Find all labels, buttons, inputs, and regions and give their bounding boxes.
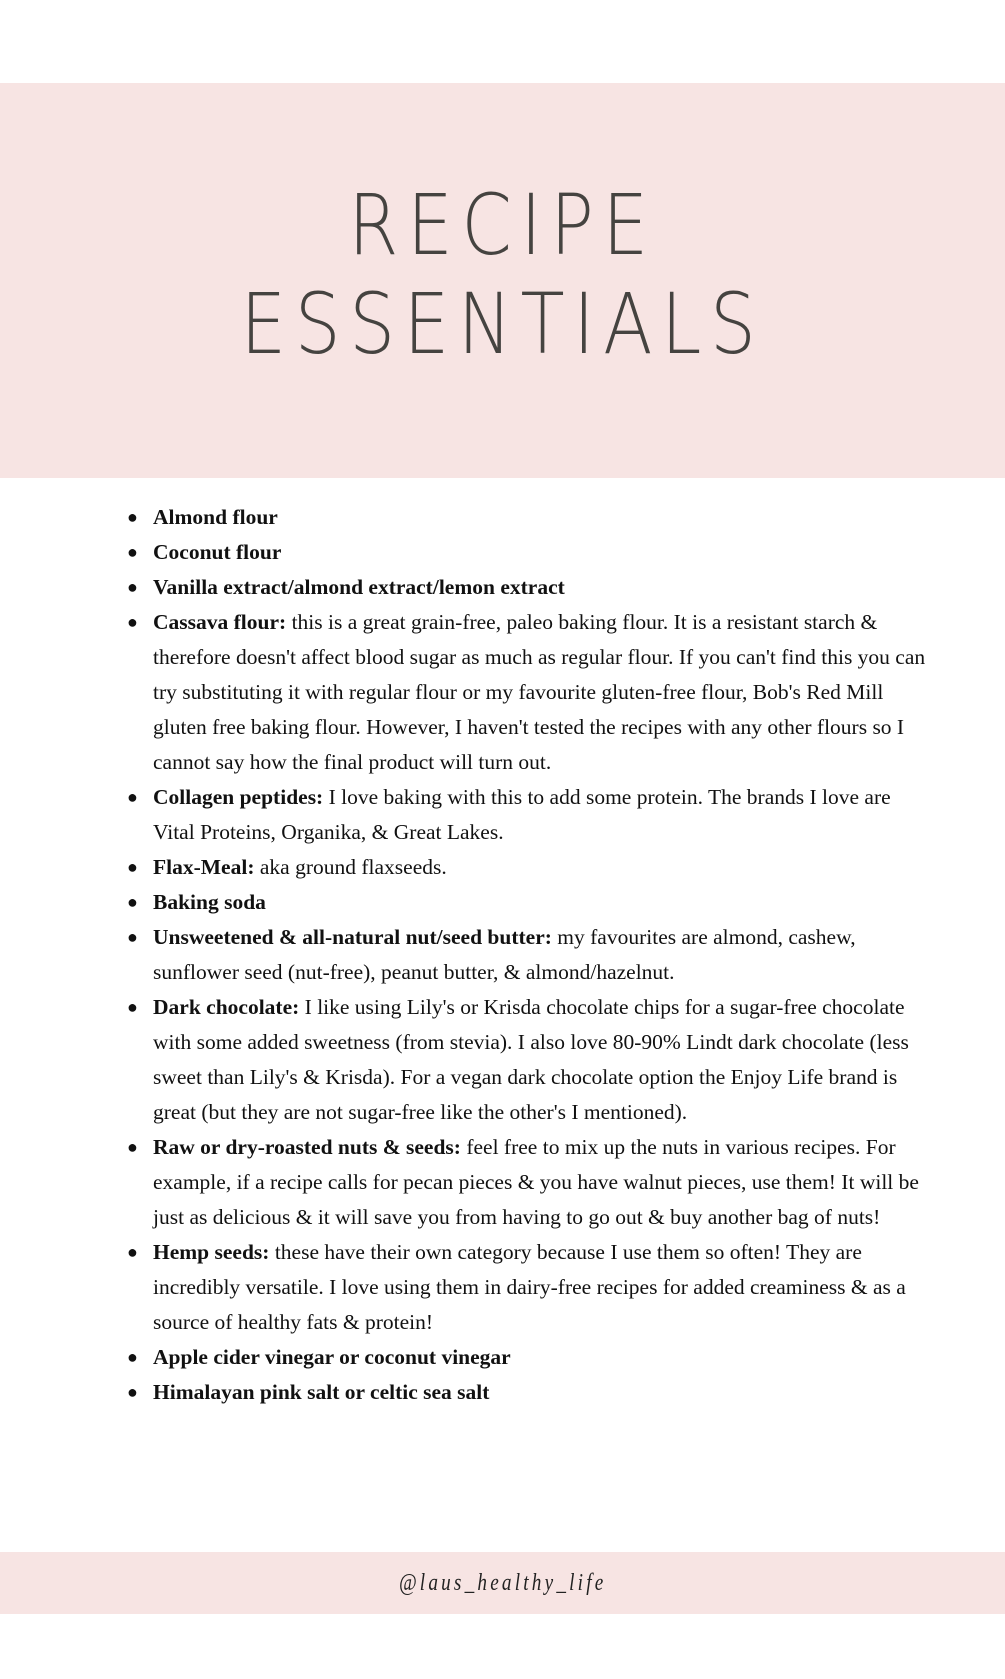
bullet-icon: ● xyxy=(127,612,138,632)
bullet-icon: ● xyxy=(127,892,138,912)
item-description: aka ground flaxseeds. xyxy=(254,855,447,879)
item-term: Almond flour xyxy=(153,505,278,529)
list-item xyxy=(127,500,928,535)
item-term: Coconut flour xyxy=(153,540,282,564)
bullet-icon: ● xyxy=(127,1382,138,1402)
bullet-icon: ● xyxy=(127,787,138,807)
bullet-icon: ● xyxy=(127,1137,138,1157)
item-description: my favourites are almond, cashew, sunflower seed (nut-free), peanut butter, & almond/hazelnut. xyxy=(153,925,856,984)
list-item xyxy=(127,885,928,920)
header-banner xyxy=(0,83,1005,478)
item-term: Himalayan pink salt or celtic sea salt xyxy=(153,1380,490,1404)
bullet-icon: ● xyxy=(127,927,138,947)
list-item xyxy=(127,1130,928,1235)
list-item xyxy=(127,850,928,885)
item-term: Cassava flour: xyxy=(153,610,287,634)
social-handle: @laus_healthy_life xyxy=(398,1570,607,1596)
bullet-icon: ● xyxy=(127,1242,138,1262)
bullet-icon: ● xyxy=(127,542,138,562)
essentials-list xyxy=(127,500,928,1410)
item-term: Vanilla extract/almond extract/lemon extract xyxy=(153,575,565,599)
list-item xyxy=(127,605,928,780)
bullet-icon: ● xyxy=(127,1347,138,1367)
list-item xyxy=(127,780,928,850)
item-term: Raw or dry-roasted nuts & seeds: xyxy=(153,1135,461,1159)
bullet-icon: ● xyxy=(127,577,138,597)
item-term: Apple cider vinegar or coconut vinegar xyxy=(153,1345,511,1369)
item-term: Flax-Meal: xyxy=(153,855,255,879)
item-description: this is a great grain-free, paleo baking flour. It is a resistant starch & therefore doesn't affect blood sugar as much as regular flour. If you can't find this you can try substituting it with regular flour or my favourite gluten-free flour, Bob's Red Mill gluten free baking flour. However, I haven't tested the recipes with any other flours so I cannot say how the final product will turn out. xyxy=(153,610,926,774)
item-description: I like using Lily's or Krisda chocolate chips for a sugar-free chocolate with some added sweetness (from stevia). I also love 80-90% Lindt dark chocolate (less sweet than Lily's & Krisda). For a vegan dark chocolate option the Enjoy Life brand is great (but they are not sugar-free like the other's I mentioned). xyxy=(153,995,909,1124)
footer-banner xyxy=(0,1552,1005,1614)
list-item xyxy=(127,990,928,1130)
item-description: feel free to mix up the nuts in various recipes. For example, if a recipe calls for pecan pieces & you have walnut pieces, use them! It will be just as delicious & it will save you from having to go out & buy another bag of nuts! xyxy=(153,1135,919,1229)
item-term: Baking soda xyxy=(153,890,266,914)
item-term: Dark chocolate: xyxy=(153,995,300,1019)
item-term: Hemp seeds: xyxy=(153,1240,270,1264)
bullet-icon: ● xyxy=(127,507,138,527)
list-item xyxy=(127,1340,928,1375)
list-item xyxy=(127,570,928,605)
item-term: Collagen peptides: xyxy=(153,785,324,809)
list-item xyxy=(127,1375,928,1410)
list-item xyxy=(127,1235,928,1340)
list-item xyxy=(127,920,928,990)
item-term: Unsweetened & all-natural nut/seed butter: xyxy=(153,925,552,949)
bullet-icon: ● xyxy=(127,997,138,1017)
item-description: these have their own category because I use them so often! They are incredibly versatile. I love using them in dairy-free recipes for added creaminess & as a source of healthy fats & protein! xyxy=(153,1240,906,1334)
bullet-icon: ● xyxy=(127,857,138,877)
page-title-line-2: ESSENTIALS xyxy=(240,275,765,373)
item-description: I love baking with this to add some protein. The brands I love are Vital Proteins, Organika, & Great Lakes. xyxy=(153,785,891,844)
list-item xyxy=(127,535,928,570)
page-title-line-1: RECIPE xyxy=(348,176,657,274)
